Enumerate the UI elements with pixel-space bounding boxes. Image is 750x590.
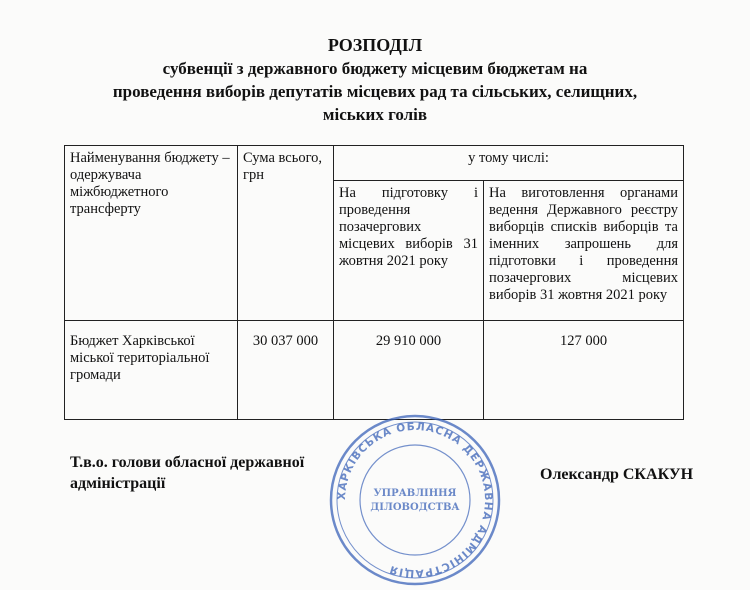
official-stamp: [325, 410, 505, 590]
header-budget-name: Найменування бюджету – одержувача міжбюджетного трансферту: [65, 146, 238, 321]
document-subtitle-line3: міських голів: [322, 105, 428, 124]
cell-elections-preparation: 29 910 000: [334, 321, 484, 420]
stamp-inner-line2: ДІЛОВОДСТВА: [370, 502, 460, 513]
stamp-inner-ring: [360, 445, 470, 555]
header-elections-preparation: На підготовку і проведення позачергових місцевих виборів 31 жовтня 2021 року: [334, 181, 484, 321]
cell-total-sum: 30 037 000: [238, 321, 334, 420]
signer-name: Олександр СКАКУН: [540, 466, 694, 483]
table-header-row: [65, 146, 684, 181]
document-subtitle-line1: субвенції з державного бюджету місцевим бюджетам на: [162, 59, 588, 78]
cell-voter-lists-production: 127 000: [484, 321, 684, 420]
signer-position: [70, 452, 304, 494]
stamp-inner-line1: УПРАВЛІННЯ: [373, 488, 457, 499]
stamp-outer-text: ХАРКІВСЬКА ОБЛАСНА ДЕРЖАВНА АДМІНІСТРАЦІЯ: [335, 420, 495, 580]
header-voter-lists-production: На виготовлення органами ведення Державного реєстру виборців списків виборців та іменних запрошень для підготовки і проведення позачергових місцевих виборів 31 жовтня 2021 року: [484, 181, 684, 321]
header-including: у тому числі:: [334, 146, 684, 181]
signer-position-line2: адміністрації: [70, 475, 166, 492]
header-total-sum: Сума всього, грн: [238, 146, 334, 321]
distribution-table: [64, 145, 684, 420]
cell-budget-name: Бюджет Харківської міської територіальної громади: [65, 321, 238, 420]
document-title: РОЗПОДІЛ: [327, 35, 423, 55]
document-subtitle-line2: проведення виборів депутатів місцевих рад та сільських, селищних,: [112, 82, 638, 101]
signer-position-line1: Т.в.о. голови обласної державної: [70, 454, 305, 471]
table-row: [65, 321, 684, 420]
stamp-outer-ring: [331, 416, 499, 584]
